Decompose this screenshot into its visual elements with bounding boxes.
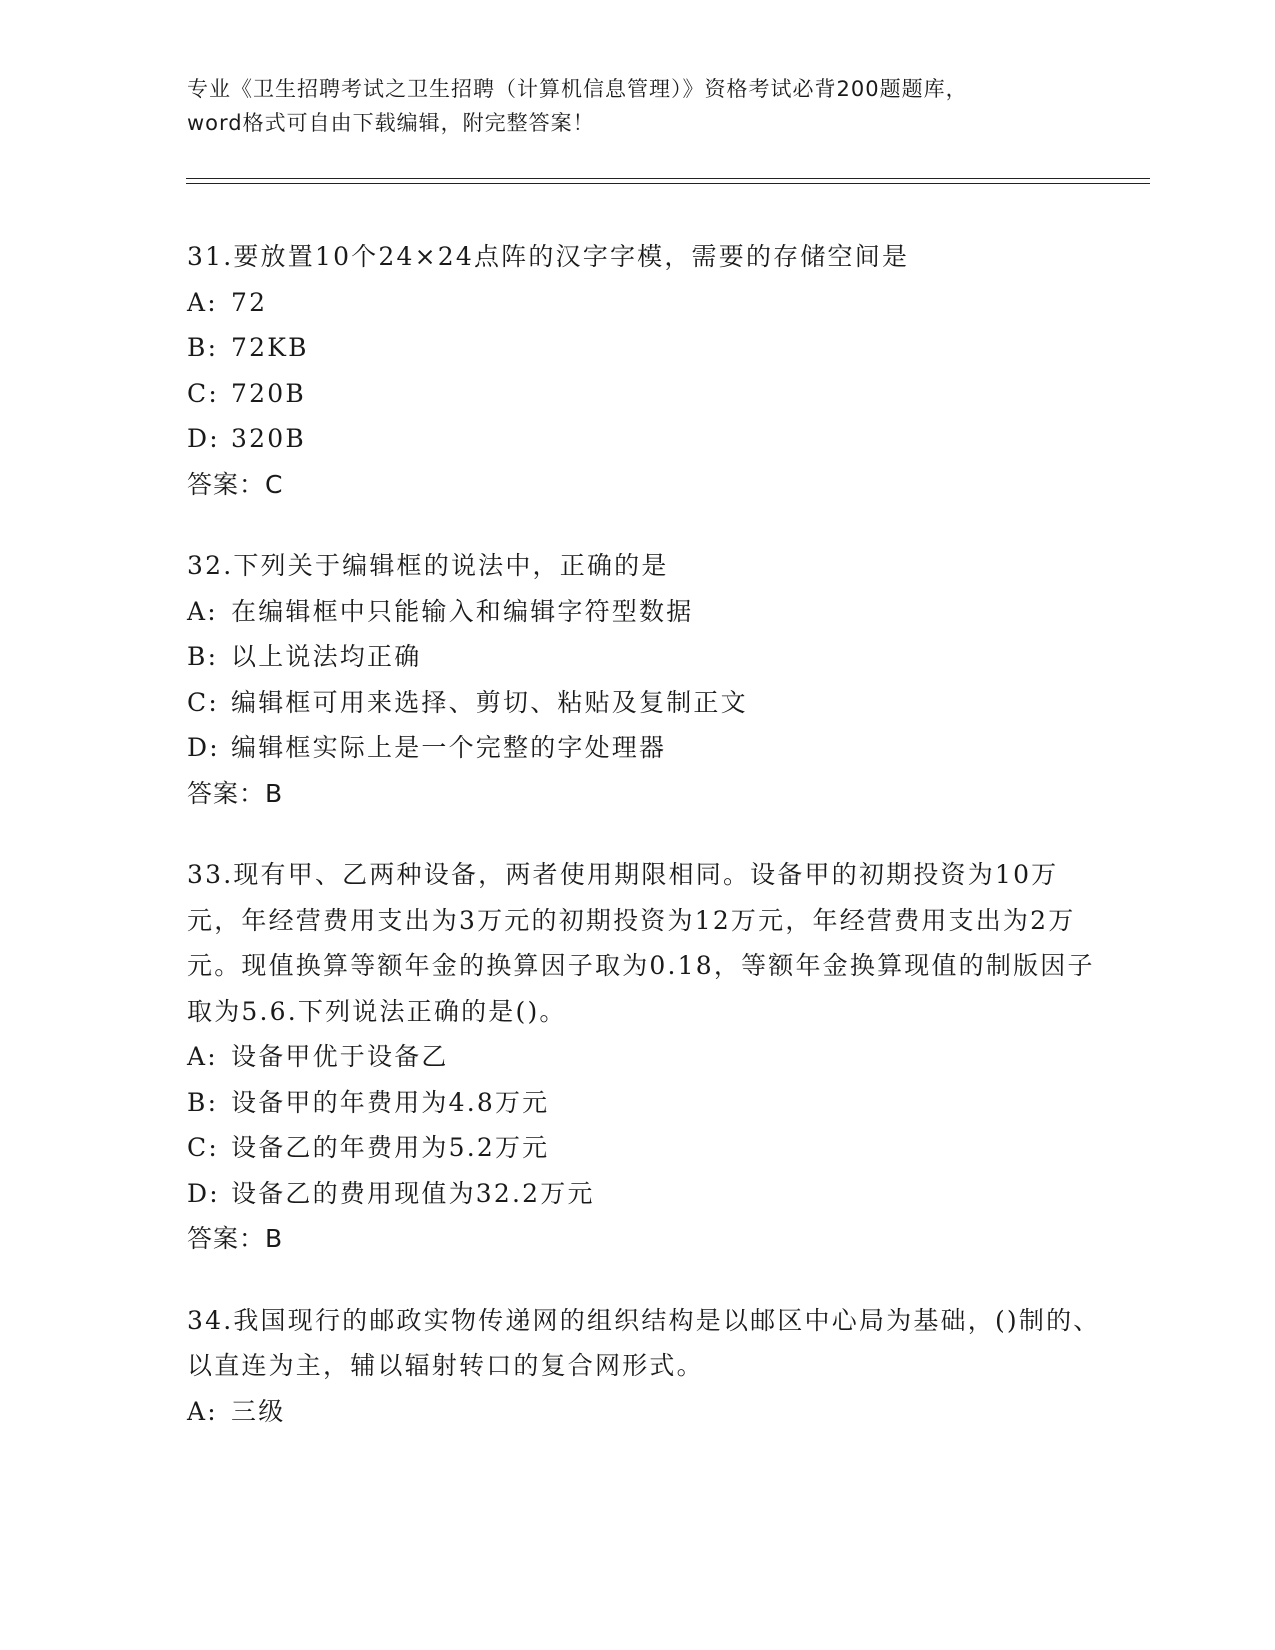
option-key: B: (187, 1087, 219, 1117)
option-key: A: (187, 1042, 218, 1071)
question-text: 32.下列关于编辑框的说法中，正确的是 (187, 551, 669, 580)
option-key: B: (187, 333, 219, 362)
document-header (187, 72, 1087, 140)
header-title-line-2: word格式可自由下载编辑，附完整答案！ (187, 111, 595, 135)
option-a (187, 589, 1107, 635)
option-text: 设备甲的年费用为4.8万元 (231, 1087, 550, 1117)
option-key: D: (187, 1178, 220, 1208)
option-text: 设备乙的费用现值为32.2万元 (231, 1178, 595, 1208)
answer-label: 答案：C (187, 469, 284, 499)
option-c (187, 371, 1107, 417)
question-32 (187, 543, 1107, 816)
option-key: B: (187, 642, 219, 671)
option-key: C: (187, 378, 219, 408)
answer-label: 答案：B (187, 778, 284, 808)
option-text: 72KB (231, 333, 309, 362)
option-key: A: (187, 1396, 218, 1426)
option-key: A: (187, 287, 218, 317)
option-key: D: (187, 733, 220, 762)
option-d (187, 1171, 1107, 1217)
option-text: 编辑框实际上是一个完整的字处理器 (231, 733, 667, 762)
option-key: C: (187, 687, 219, 717)
option-key: A: (187, 596, 218, 626)
question-list (187, 234, 1107, 1470)
question-text: 34.我国现行的邮政实物传递网的组织结构是以邮区中心局为基础，()制的、以直连为主，辅以辐射转口的复合网形式。 (187, 1305, 1101, 1380)
option-key: D: (187, 424, 220, 453)
option-c (187, 680, 1107, 726)
option-text: 720B (231, 378, 306, 408)
option-key: C: (187, 1133, 219, 1162)
option-b (187, 634, 1107, 680)
question-text: 33.现有甲、乙两种设备，两者使用期限相同。设备甲的初期投资为10万元，年经营费用支出为3万元的初期投资为12万元，年经营费用支出为2万元。现值换算等额年金的换算因子取为0.18，等额年金换算现值的制版因子取为5.6.下列说法正确的是()。 (187, 860, 1095, 1026)
option-c (187, 1125, 1107, 1171)
header-divider-bottom (186, 183, 1150, 184)
option-a (187, 1389, 1107, 1435)
option-b (187, 1080, 1107, 1126)
question-text: 31.要放置10个24×24点阵的汉字字模，需要的存储空间是 (187, 242, 910, 271)
option-text: 设备乙的年费用为5.2万元 (231, 1133, 550, 1162)
question-31 (187, 234, 1107, 507)
answer-label: 答案：B (187, 1224, 284, 1253)
option-d (187, 416, 1107, 462)
option-text: 以上说法均正确 (231, 642, 422, 671)
option-b (187, 325, 1107, 371)
option-text: 设备甲优于设备乙 (231, 1042, 449, 1071)
question-34 (187, 1298, 1107, 1435)
option-text: 72 (231, 287, 268, 317)
option-d (187, 725, 1107, 771)
option-text: 在编辑框中只能输入和编辑字符型数据 (231, 596, 694, 626)
option-a (187, 1034, 1107, 1080)
option-text: 编辑框可用来选择、剪切、粘贴及复制正文 (231, 687, 748, 717)
question-33 (187, 852, 1107, 1262)
header-title-line-1: 专业《卫生招聘考试之卫生招聘（计算机信息管理）》资格考试必背200题题库， (187, 77, 968, 101)
option-a (187, 280, 1107, 326)
header-divider-top (186, 178, 1150, 179)
option-text: 320B (231, 424, 306, 453)
option-text: 三级 (231, 1396, 286, 1426)
